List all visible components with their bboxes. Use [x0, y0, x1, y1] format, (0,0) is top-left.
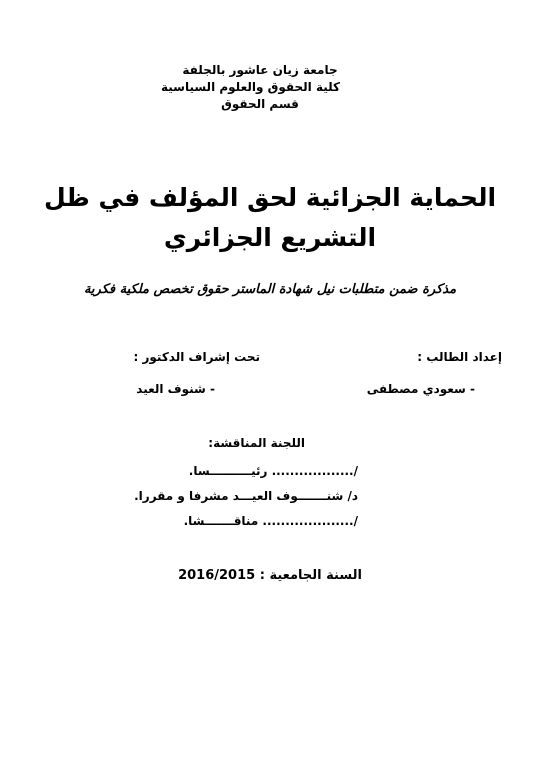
committee-member-supervisor: د/ شنـــــــوف العيـــد مشرفا و مقررا. [134, 489, 358, 503]
institution-header [160, 62, 340, 113]
thesis-subtitle: مذكرة ضمن متطلبات نيل شهادة الماستر حقوق تخصص ملكية فكرية [83, 282, 457, 297]
faculty-name: كلية الحقوق والعلوم السياسية [160, 80, 340, 94]
committee-member-examiner: /.................... مناقـــــــشا. [183, 514, 358, 528]
student-name: - سعودي مصطفى [366, 382, 475, 396]
thesis-title-line-1: الحماية الجزائية لحق المؤلف في ظل [43, 183, 497, 212]
university-name: جامعة زيان عاشور بالجلفة [182, 63, 338, 77]
committee-title: اللجنة المناقشة: [208, 436, 305, 450]
supervisor-label: تحت إشراف الدكتور : [133, 350, 260, 364]
thesis-title-line-2: التشريع الجزائري [163, 223, 377, 252]
academic-year: السنة الجامعية : 2016/2015 [178, 568, 362, 583]
student-label: إعداد الطالب : [417, 350, 502, 364]
thesis-title [40, 178, 500, 258]
committee-member-president: /.................. رئيــــــــــسا. [188, 464, 358, 478]
supervisor-name: - شنوف العيد [136, 382, 215, 396]
department-name: قسم الحقوق [221, 97, 299, 111]
